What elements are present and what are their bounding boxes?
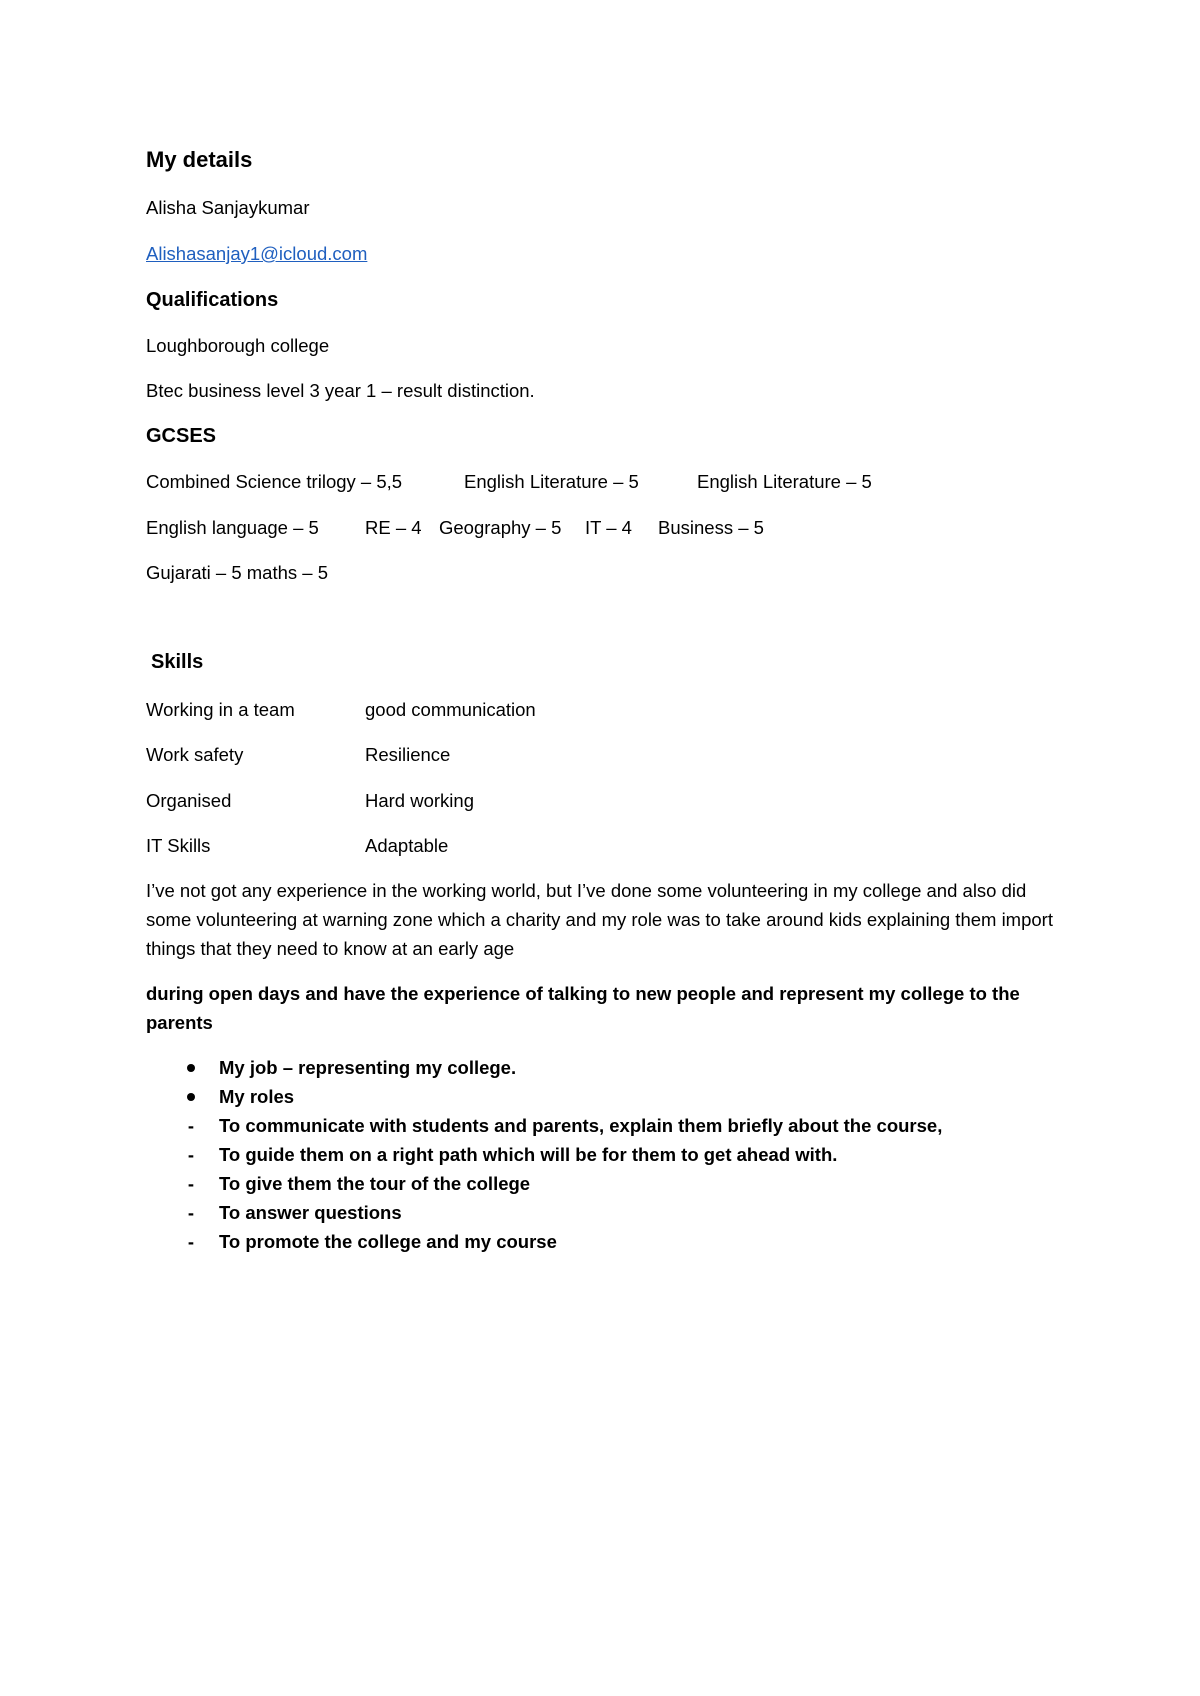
gcse-grade: English Literature – 5 — [464, 471, 639, 492]
section-heading-skills: Skills — [151, 651, 204, 673]
dash-marker: - — [187, 1173, 195, 1194]
bullet-icon — [184, 1085, 198, 1109]
bullet-icon — [184, 1056, 198, 1080]
gcse-grade: Combined Science trilogy – 5,5 — [146, 471, 403, 492]
course-result: Btec business level 3 year 1 – result distinction. — [146, 380, 535, 401]
gcse-grade: English Literature – 5 — [697, 471, 872, 492]
skill-item: Resilience — [365, 744, 451, 765]
email-link[interactable]: Alishasanjay1@icloud.com — [146, 243, 368, 264]
list-item: My roles — [219, 1086, 295, 1107]
skill-item: Organised — [146, 790, 232, 811]
skill-item: IT Skills — [146, 835, 211, 856]
experience-paragraph: I’ve not got any experience in the working world, but I’ve done some volunteering in my college and also did some volunteering at warning zone which a charity and my role was to take around kids explaining them import things that they need to know at an early age — [146, 880, 1053, 959]
list-item: To promote the college and my course — [219, 1231, 557, 1252]
dash-marker: - — [187, 1115, 195, 1136]
list-item: To give them the tour of the college — [219, 1173, 531, 1194]
dash-marker: - — [187, 1231, 195, 1252]
gcse-grade: Business – 5 — [658, 517, 764, 538]
open-days-paragraph: during open days and have the experience of talking to new people and represent my college to the parents — [146, 983, 1020, 1033]
gcse-grade: IT – 4 — [585, 517, 632, 538]
college-name: Loughborough college — [146, 335, 330, 356]
list-item: My job – representing my college. — [219, 1057, 517, 1078]
skill-item: good communication — [365, 699, 536, 720]
skill-item: Work safety — [146, 744, 244, 765]
section-heading-details: My details — [146, 147, 253, 172]
gcse-grade: Gujarati – 5 maths – 5 — [146, 562, 329, 583]
applicant-name: Alisha Sanjaykumar — [146, 197, 310, 218]
list-item: To guide them on a right path which will be for them to get ahead with. — [219, 1144, 838, 1165]
dash-marker: - — [187, 1144, 195, 1165]
section-heading-gcses: GCSES — [146, 425, 217, 447]
skill-item: Adaptable — [365, 835, 449, 856]
list-item: To communicate with students and parents, explain them briefly about the course, — [219, 1115, 943, 1136]
skill-item: Working in a team — [146, 699, 295, 720]
gcse-grade: RE – 4 — [365, 517, 422, 538]
dash-marker: - — [187, 1202, 195, 1223]
gcse-grade: English language – 5 — [146, 517, 319, 538]
skill-item: Hard working — [365, 790, 474, 811]
gcse-grade: Geography – 5 — [439, 517, 562, 538]
section-heading-qualifications: Qualifications — [146, 289, 279, 311]
list-item: To answer questions — [219, 1202, 402, 1223]
